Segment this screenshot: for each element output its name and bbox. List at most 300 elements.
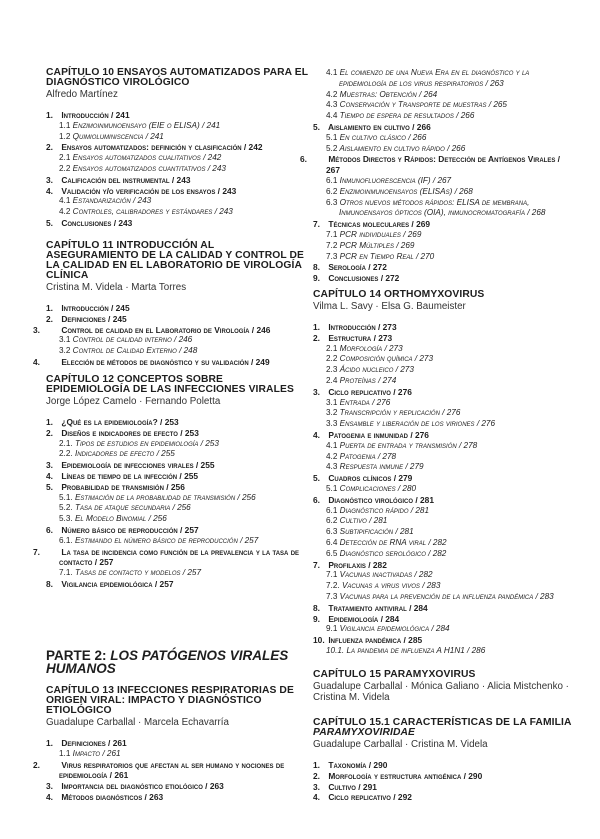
toc-entry-text: Virus respiratorios que afectan al ser humano y nociones de epidemiología / 261 (59, 759, 285, 781)
toc-entry-number: 7.2. (326, 581, 340, 591)
toc-entry (313, 560, 575, 571)
toc-entry-text: Otros nuevos métodos rápidos: ELISA de membrana, Inmunoensayos ópticos (OIA), inmunocromatografía / 268 (339, 197, 546, 218)
toc-entry-number: 2. (313, 332, 320, 343)
chapter-title-text: CAPÍTULO 15.1 CARACTERÍSTICAS DE LA FAMILIA (313, 717, 572, 728)
toc-entry-number: 6.1 (326, 505, 338, 515)
toc-entry-number: 3.2 (59, 346, 71, 356)
toc-entry-number: 2. (46, 142, 53, 153)
toc-entry (46, 186, 308, 197)
toc-entry (313, 252, 575, 263)
toc-entry-text: PCR individuales / 269 (339, 229, 422, 239)
toc-entry-text: PCR en Tiempo Real / 270 (339, 251, 435, 261)
toc-entry (313, 408, 575, 419)
toc-entry-number: 5.3. (59, 514, 73, 524)
toc-entry (313, 441, 575, 452)
toc-entry-text: En cultivo clásico / 266 (339, 132, 427, 142)
toc-entry-text: Ciclo replicativo / 292 (328, 792, 412, 803)
toc-entry (46, 439, 308, 450)
toc-entry-text: Métodos diagnósticos / 263 (61, 791, 164, 802)
toc-entry (313, 549, 575, 560)
toc-entry-text: Puerta de entrada y transmisión / 278 (339, 440, 478, 450)
toc-entry-number: 7.1 (326, 229, 338, 239)
toc-entry (313, 782, 575, 793)
toc-entry-text: Elección de métodos de diagnóstico y su validación / 249 (61, 356, 270, 367)
toc-entry-number: 1. (46, 303, 53, 313)
toc-entry (313, 603, 575, 614)
toc-entry (46, 346, 308, 357)
toc-entry-number: 9. (313, 613, 320, 624)
toc-entry (46, 428, 308, 439)
toc-entry-text: Detección de RNA viral / 282 (339, 537, 447, 547)
toc-entry-text: Composición química / 273 (339, 354, 434, 364)
toc-block (313, 670, 575, 703)
toc-entry-text: Enzimoinmunoensayo (EIE o ELISA) / 241 (72, 120, 221, 130)
toc-entry (46, 164, 308, 175)
toc-entry-number: 1. (46, 417, 53, 427)
toc-entry-number: 3. (33, 324, 40, 335)
toc-entry-number: 2.2. (59, 449, 73, 459)
toc-entry-number: 2.1. (59, 438, 73, 448)
toc-entry-text: Conservación y Transporte de muestras / 265 (339, 100, 507, 110)
toc-entry (313, 262, 575, 273)
toc-entry-text: Impacto / 261 (72, 748, 121, 758)
toc-entry-number: 3.3 (326, 419, 338, 429)
toc-entry-number: 6.4 (326, 537, 338, 547)
toc-entry (46, 460, 308, 471)
chapter-title-text: CAPÍTULO 11 INTRODUCCIÓN AL ASEGURAMIENTO DE LA CALIDAD Y CONTROL DE LA CALIDAD EN EL LABORATORIO DE VIROLOGÍA CLÍNICA (46, 240, 305, 281)
toc-entry (313, 646, 575, 657)
toc-entry (46, 132, 308, 143)
chapter-title-text: CAPÍTULO 13 INFECCIONES RESPIRATORIAS DE ORIGEN VIRAL: IMPACTO Y DIAGNÓSTICO ETIOLÓGICO (46, 685, 294, 716)
chapter-authors: Guadalupe Carballal · Marcela Echavarría (46, 717, 229, 728)
toc-entry-text: Influenza pandémica / 285 (328, 635, 423, 646)
toc-entry-text: Vigilancia epidemiológica / 284 (339, 624, 450, 634)
toc-entry-number: 8. (46, 578, 53, 589)
toc-entry-text: Vigilancia epidemiológica / 257 (61, 578, 174, 589)
toc-entry (313, 333, 575, 344)
toc-entry-text: Respuesta inmune / 279 (339, 462, 424, 472)
toc-entry (46, 153, 308, 164)
chapter-title (313, 670, 575, 680)
toc-entry-text: Epidemiología de infecciones virales / 255 (61, 460, 215, 471)
toc-entry-number: 1. (46, 738, 53, 748)
toc-entry-number: 2. (46, 313, 53, 324)
chapter-title (46, 68, 308, 88)
toc-entry-number: 6. (300, 154, 307, 165)
toc-entry-number: 10. (313, 635, 325, 646)
toc-entry-number: 6.3 (326, 527, 338, 537)
toc-entry (313, 473, 575, 484)
toc-entry-list (33, 738, 308, 803)
toc-entry (313, 484, 575, 495)
toc-entry-number: 2. (313, 770, 320, 781)
toc-entry (313, 419, 575, 430)
toc-entry-number: 7.2 (326, 240, 338, 250)
toc-entry-number: 4. (313, 792, 320, 803)
toc-entry-text: Cuadros clínicos / 279 (328, 473, 413, 484)
toc-entry-number: 4.2 (326, 451, 338, 461)
toc-entry-list (300, 68, 575, 284)
toc-entry-text: Control de Calidad Externo / 248 (72, 346, 198, 356)
toc-entry-text: Enzimoinmunoensayos (ELISAs) / 268 (339, 186, 473, 196)
part-label: PARTE 2: (46, 648, 111, 663)
toc-entry (33, 324, 308, 336)
chapter-authors: Alfredo Martínez (46, 89, 118, 100)
toc-entry-text: Serología / 272 (328, 262, 387, 273)
toc-entry-number: 3. (313, 781, 320, 792)
toc-entry-number: 6.3 (326, 197, 338, 207)
toc-entry-text: Morfología y estructura antigénica / 290 (328, 770, 483, 781)
toc-entry (313, 771, 575, 782)
toc-entry-number: 2. (46, 427, 53, 438)
toc-entry-text: Patogenia e inmunidad / 276 (328, 429, 429, 440)
toc-entry-number: 5.1 (326, 483, 338, 493)
toc-entry (313, 144, 575, 155)
chapter-title-text: CAPÍTULO 14 ORTHOMYXOVIRUS (313, 289, 485, 300)
toc-entry-number: 2. (33, 759, 40, 770)
toc-entry (313, 198, 575, 220)
toc-entry (313, 516, 575, 527)
chapter-title-text: CAPÍTULO 15 PARAMYXOVIRUS (313, 669, 476, 680)
toc-entry-number: 5. (313, 473, 320, 484)
toc-entry-number: 1. (313, 760, 320, 770)
toc-entry (313, 354, 575, 365)
toc-entry-text: El Modelo Binomial / 256 (74, 514, 167, 524)
toc-entry (313, 527, 575, 538)
toc-entry-text: Diagnóstico rápido / 281 (339, 505, 430, 515)
toc-entry (313, 624, 575, 635)
toc-entry-text: Aislamiento en cultivo / 266 (328, 121, 431, 132)
toc-entry-number: 1.1 (59, 748, 71, 758)
toc-block (33, 374, 308, 590)
toc-entry (46, 471, 308, 482)
toc-entry-list (313, 760, 575, 803)
toc-entry-text: Probabilidad de transmisión / 256 (61, 481, 185, 492)
toc-entry-number: 4.2 (59, 207, 71, 217)
toc-entry (313, 635, 575, 646)
toc-entry (46, 579, 308, 590)
toc-block (313, 290, 575, 657)
toc-entry-text: ¿Qué es la epidemiología? / 253 (61, 417, 179, 427)
toc-entry-number: 1.1 (59, 120, 71, 130)
toc-entry-text: Cultivo / 291 (328, 781, 377, 792)
toc-entry-text: Ensamble y liberación de los viriones / 276 (339, 419, 496, 429)
toc-entry (313, 570, 575, 581)
toc-entry (46, 514, 308, 525)
toc-entry (46, 449, 308, 460)
chapter-title-italic: PARAMYXOVIRIDAE (313, 727, 415, 738)
toc-entry (313, 430, 575, 441)
toc-entry (46, 568, 308, 579)
toc-entry-text: Patogenia / 278 (339, 451, 397, 461)
toc-entry (313, 792, 575, 803)
toc-entry-text: Epidemiología / 284 (328, 613, 400, 624)
toc-entry-text: Transcripción y replicación / 276 (339, 408, 461, 418)
toc-entry (313, 230, 575, 241)
toc-block (33, 685, 308, 803)
toc-entry-text: Complicaciones / 280 (339, 483, 417, 493)
toc-entry-text: Controles, calibradores y estándares / 243 (72, 207, 233, 217)
toc-block (46, 650, 308, 675)
toc-entry-number: 6. (46, 524, 53, 535)
toc-entry-number: 4. (46, 470, 53, 481)
toc-entry-number: 5. (313, 121, 320, 132)
toc-entry-text: Introducción / 241 (61, 110, 130, 120)
toc-entry-text: Métodos Directos y Rápidos: Detección de Antígenos Virales / 267 (326, 154, 560, 176)
chapter-title (46, 686, 308, 716)
toc-entry-number: 2.3 (326, 365, 338, 375)
toc-entry-text: Introducción / 273 (328, 322, 397, 332)
toc-entry (313, 614, 575, 625)
toc-entry-number: 6.1. (59, 535, 73, 545)
toc-entry-text: Cultivo / 281 (339, 516, 388, 526)
toc-entry (46, 196, 308, 207)
toc-entry (313, 592, 575, 603)
toc-entry (46, 417, 308, 428)
toc-entry-number: 7.1 (326, 570, 338, 580)
toc-entry-text: Ácido nucleico / 273 (339, 365, 414, 375)
toc-entry-number: 8. (313, 602, 320, 613)
toc-entry-text: Número básico de reproducción / 257 (61, 524, 199, 535)
toc-entry (46, 314, 308, 325)
toc-entry-number: 5.1. (59, 492, 73, 502)
toc-entry-text: Control de calidad en el Laboratorio de Virología / 246 (61, 324, 271, 335)
toc-entry-number: 6.2 (326, 516, 338, 526)
toc-entry (46, 738, 308, 749)
toc-entry (313, 495, 575, 506)
toc-entry (313, 538, 575, 549)
toc-entry-number: 1. (46, 110, 53, 120)
toc-entry-text: Validación y/o verificación de los ensayos / 243 (61, 185, 237, 196)
toc-entry (313, 365, 575, 376)
toc-entry-text: Líneas de tiempo de la infección / 255 (61, 470, 199, 481)
toc-entry-number: 5.2 (326, 143, 338, 153)
chapter-authors: Guadalupe Carballal · Cristina M. Videla (313, 739, 488, 750)
toc-entry-number: 9.1 (326, 624, 338, 634)
toc-entry-text: La tasa de incidencia como función de la prevalencia y la tasa de contacto / 257 (59, 546, 300, 568)
toc-entry-list (33, 303, 308, 368)
toc-entry-number: 2.4 (326, 375, 338, 385)
toc-entry-number: 7.3 (326, 591, 338, 601)
toc-entry-number: 6. (313, 494, 320, 505)
toc-entry-number: 4.1 (326, 440, 338, 450)
toc-entry-text: Ensayos automatizados cuantitativos / 243 (72, 163, 226, 173)
chapter-title (313, 718, 575, 738)
toc-entry (313, 111, 575, 122)
toc-entry-text: Quimioluminiscencia / 241 (72, 131, 164, 141)
toc-entry-text: Profilaxis / 282 (328, 559, 387, 570)
toc-entry (313, 122, 575, 133)
toc-entry-text: Tasas de contacto y modelos / 257 (74, 568, 202, 578)
toc-entry-number: 5. (46, 217, 53, 228)
toc-entry (46, 781, 308, 792)
toc-entry-text: Morfología / 273 (339, 343, 403, 353)
toc-entry-number: 2.1 (59, 153, 71, 163)
toc-entry (46, 503, 308, 514)
toc-entry (33, 759, 308, 782)
toc-entry (46, 175, 308, 186)
toc-entry-text: Vacunas a virus vivos / 283 (341, 581, 441, 591)
toc-entry-number: 6.5 (326, 548, 338, 558)
toc-entry (313, 219, 575, 230)
part-name: LOS PATÓGENOS VIRALES HUMANOS (46, 648, 289, 676)
toc-entry-text: PCR Múltiples / 269 (339, 240, 415, 250)
toc-entry-text: Control de calidad interno / 246 (72, 335, 193, 345)
chapter-authors: Jorge López Camelo · Fernando Poletta (46, 396, 221, 407)
toc-entry (313, 462, 575, 473)
toc-entry-text: Tipos de estudios en epidemiología / 253 (74, 438, 219, 448)
toc-entry-text: Introducción / 245 (61, 303, 130, 313)
toc-entry-number: 2.2 (59, 163, 71, 173)
toc-entry (313, 68, 575, 90)
toc-entry-number: 4.1 (59, 196, 71, 206)
toc-entry-number: 3.2 (326, 408, 338, 418)
chapter-authors: Vilma L. Savy · Elsa G. Baumeister (313, 301, 466, 312)
toc-entry (313, 760, 575, 771)
toc-entry-number: 3.1 (326, 397, 338, 407)
toc-entry-number: 3. (46, 460, 53, 471)
toc-entry-text: Estandarización / 243 (72, 196, 152, 206)
toc-entry-text: Definiciones / 245 (61, 313, 127, 324)
toc-entry-number: 1. (313, 322, 320, 332)
toc-entry (313, 581, 575, 592)
toc-entry-text: Conclusiones / 272 (328, 273, 400, 284)
toc-entry-text: Estructura / 273 (328, 332, 393, 343)
toc-entry-number: 7.3 (326, 251, 338, 261)
toc-entry-text: El comienzo de una Nueva Era en el diagnóstico y la epidemiología de los virus respiratorios / 263 (339, 68, 530, 88)
toc-entry-text: Indicadores de efecto / 255 (74, 449, 175, 459)
toc-entry (46, 482, 308, 493)
toc-entry (313, 273, 575, 284)
toc-entry-text: Proteínas / 274 (339, 375, 397, 385)
toc-entry (33, 546, 308, 569)
toc-entry-list (46, 110, 308, 229)
toc-entry-text: Tratamiento antiviral / 284 (328, 602, 428, 613)
toc-entry-number: 1.2 (59, 131, 71, 141)
toc-entry-text: Ciclo replicativo / 276 (328, 386, 412, 397)
toc-entry-list (313, 322, 575, 657)
toc-entry-text: Aislamiento en cultivo rápido / 266 (339, 143, 466, 153)
toc-entry (46, 493, 308, 504)
toc-entry-number: 7. (33, 546, 40, 557)
toc-entry-text: Ensayos automatizados cualitativos / 242 (72, 153, 222, 163)
toc-entry-number: 2.1 (326, 343, 338, 353)
toc-entry-number: 4. (46, 791, 53, 802)
toc-entry-text: Definiciones / 261 (61, 738, 127, 748)
toc-entry-text: Inmunofluorescencia (IF) / 267 (339, 175, 452, 185)
toc-entry (313, 133, 575, 144)
chapter-title-text: CAPÍTULO 10 ENSAYOS AUTOMATIZADOS PARA EL DIAGNÓSTICO VIROLÓGICO (46, 67, 308, 88)
toc-entry (46, 749, 308, 760)
toc-entry-text: Diseños e indicadores de efecto / 253 (61, 427, 199, 438)
toc-entry (46, 121, 308, 132)
toc-entry-number: 8. (313, 262, 320, 273)
toc-entry (46, 792, 308, 803)
toc-entry-number: 3. (313, 386, 320, 397)
toc-entry (313, 387, 575, 398)
toc-entry-number: 7. (313, 219, 320, 230)
toc-entry (313, 322, 575, 333)
toc-entry-text: Ensayos automatizados: definición y clasificación / 242 (61, 142, 263, 153)
toc-entry-number: 3.1 (59, 335, 71, 345)
chapter-title (46, 241, 308, 281)
toc-entry-text: La pandemia de influenza A H1N1 / 286 (346, 645, 486, 655)
toc-entry-list (33, 417, 308, 590)
toc-entry (46, 207, 308, 218)
toc-block (46, 68, 308, 229)
toc-entry-number: 5.1 (326, 132, 338, 142)
toc-block (313, 718, 575, 803)
toc-block (33, 240, 308, 368)
toc-entry-number: 7. (313, 559, 320, 570)
toc-entry-number: 4.2 (326, 89, 338, 99)
toc-entry (46, 335, 308, 346)
toc-entry-text: Diagnóstico virológico / 281 (328, 494, 434, 505)
toc-entry (313, 376, 575, 387)
toc-entry-number: 6.2 (326, 186, 338, 196)
toc-entry (46, 110, 308, 121)
toc-entry-number: 6.1 (326, 175, 338, 185)
toc-entry-number: 4. (46, 185, 53, 196)
toc-entry-number: 4.3 (326, 100, 338, 110)
toc-entry-number: 9. (313, 273, 320, 284)
toc-entry (313, 187, 575, 198)
toc-entry (46, 142, 308, 153)
toc-entry-text: Estimación de la probabilidad de transmisión / 256 (74, 492, 256, 502)
toc-entry-text: Entrada / 276 (339, 397, 391, 407)
toc-entry (46, 525, 308, 536)
toc-entry (313, 344, 575, 355)
toc-entry (33, 356, 308, 368)
toc-entry-text: Diagnóstico serológico / 282 (339, 548, 447, 558)
toc-entry-text: Subtipificación / 281 (339, 527, 414, 537)
toc-entry-text: Vacunas para la prevención de la influenza pandémica / 283 (339, 591, 554, 601)
toc-entry-number: 4. (313, 429, 320, 440)
toc-entry-text: Importancia del diagnóstico etiológico / 263 (61, 781, 224, 792)
toc-entry-number: 3. (46, 174, 53, 185)
toc-entry (313, 452, 575, 463)
toc-entry-text: Tiempo de espera de resultados / 266 (339, 111, 475, 121)
chapter-authors: Cristina M. Videla · Marta Torres (46, 282, 187, 293)
toc-entry (313, 506, 575, 517)
chapter-title-text: CAPÍTULO 12 CONCEPTOS SOBRE EPIDEMIOLOGÍA DE LAS INFECCIONES VIRALES (46, 374, 294, 395)
toc-entry-number: 4.3 (326, 462, 338, 472)
part-heading (46, 650, 308, 675)
toc-entry-text: Taxonomía / 290 (328, 760, 388, 770)
toc-entry-number: 4. (33, 356, 40, 367)
toc-entry (46, 303, 308, 314)
toc-block (300, 68, 575, 284)
toc-entry-number: 5. (46, 481, 53, 492)
toc-entry-text: Vacunas inactivadas / 282 (339, 570, 433, 580)
toc-entry-number: 7.1. (59, 568, 73, 578)
chapter-title (46, 375, 308, 395)
toc-entry (46, 536, 308, 547)
toc-entry-number: 4.4 (326, 111, 338, 121)
chapter-authors: Guadalupe Carballal · Mónica Galiano · Alicia Mistchenko · Cristina M. Videla (313, 681, 569, 703)
toc-entry (313, 90, 575, 101)
toc-entry-number: 2.2 (326, 354, 338, 364)
toc-entry-text: Técnicas moleculares / 269 (328, 219, 431, 230)
toc-entry-text: Conclusiones / 243 (61, 217, 133, 228)
toc-entry (313, 100, 575, 111)
toc-entry-text: Calificación del instrumental / 243 (61, 174, 191, 185)
toc-entry (313, 241, 575, 252)
toc-entry-text: Tasa de ataque secundaria / 256 (74, 503, 191, 513)
toc-entry-text: Estimando el número básico de reproducción / 257 (74, 535, 259, 545)
toc-entry (300, 154, 575, 176)
toc-entry-number: 4.1 (326, 68, 338, 77)
